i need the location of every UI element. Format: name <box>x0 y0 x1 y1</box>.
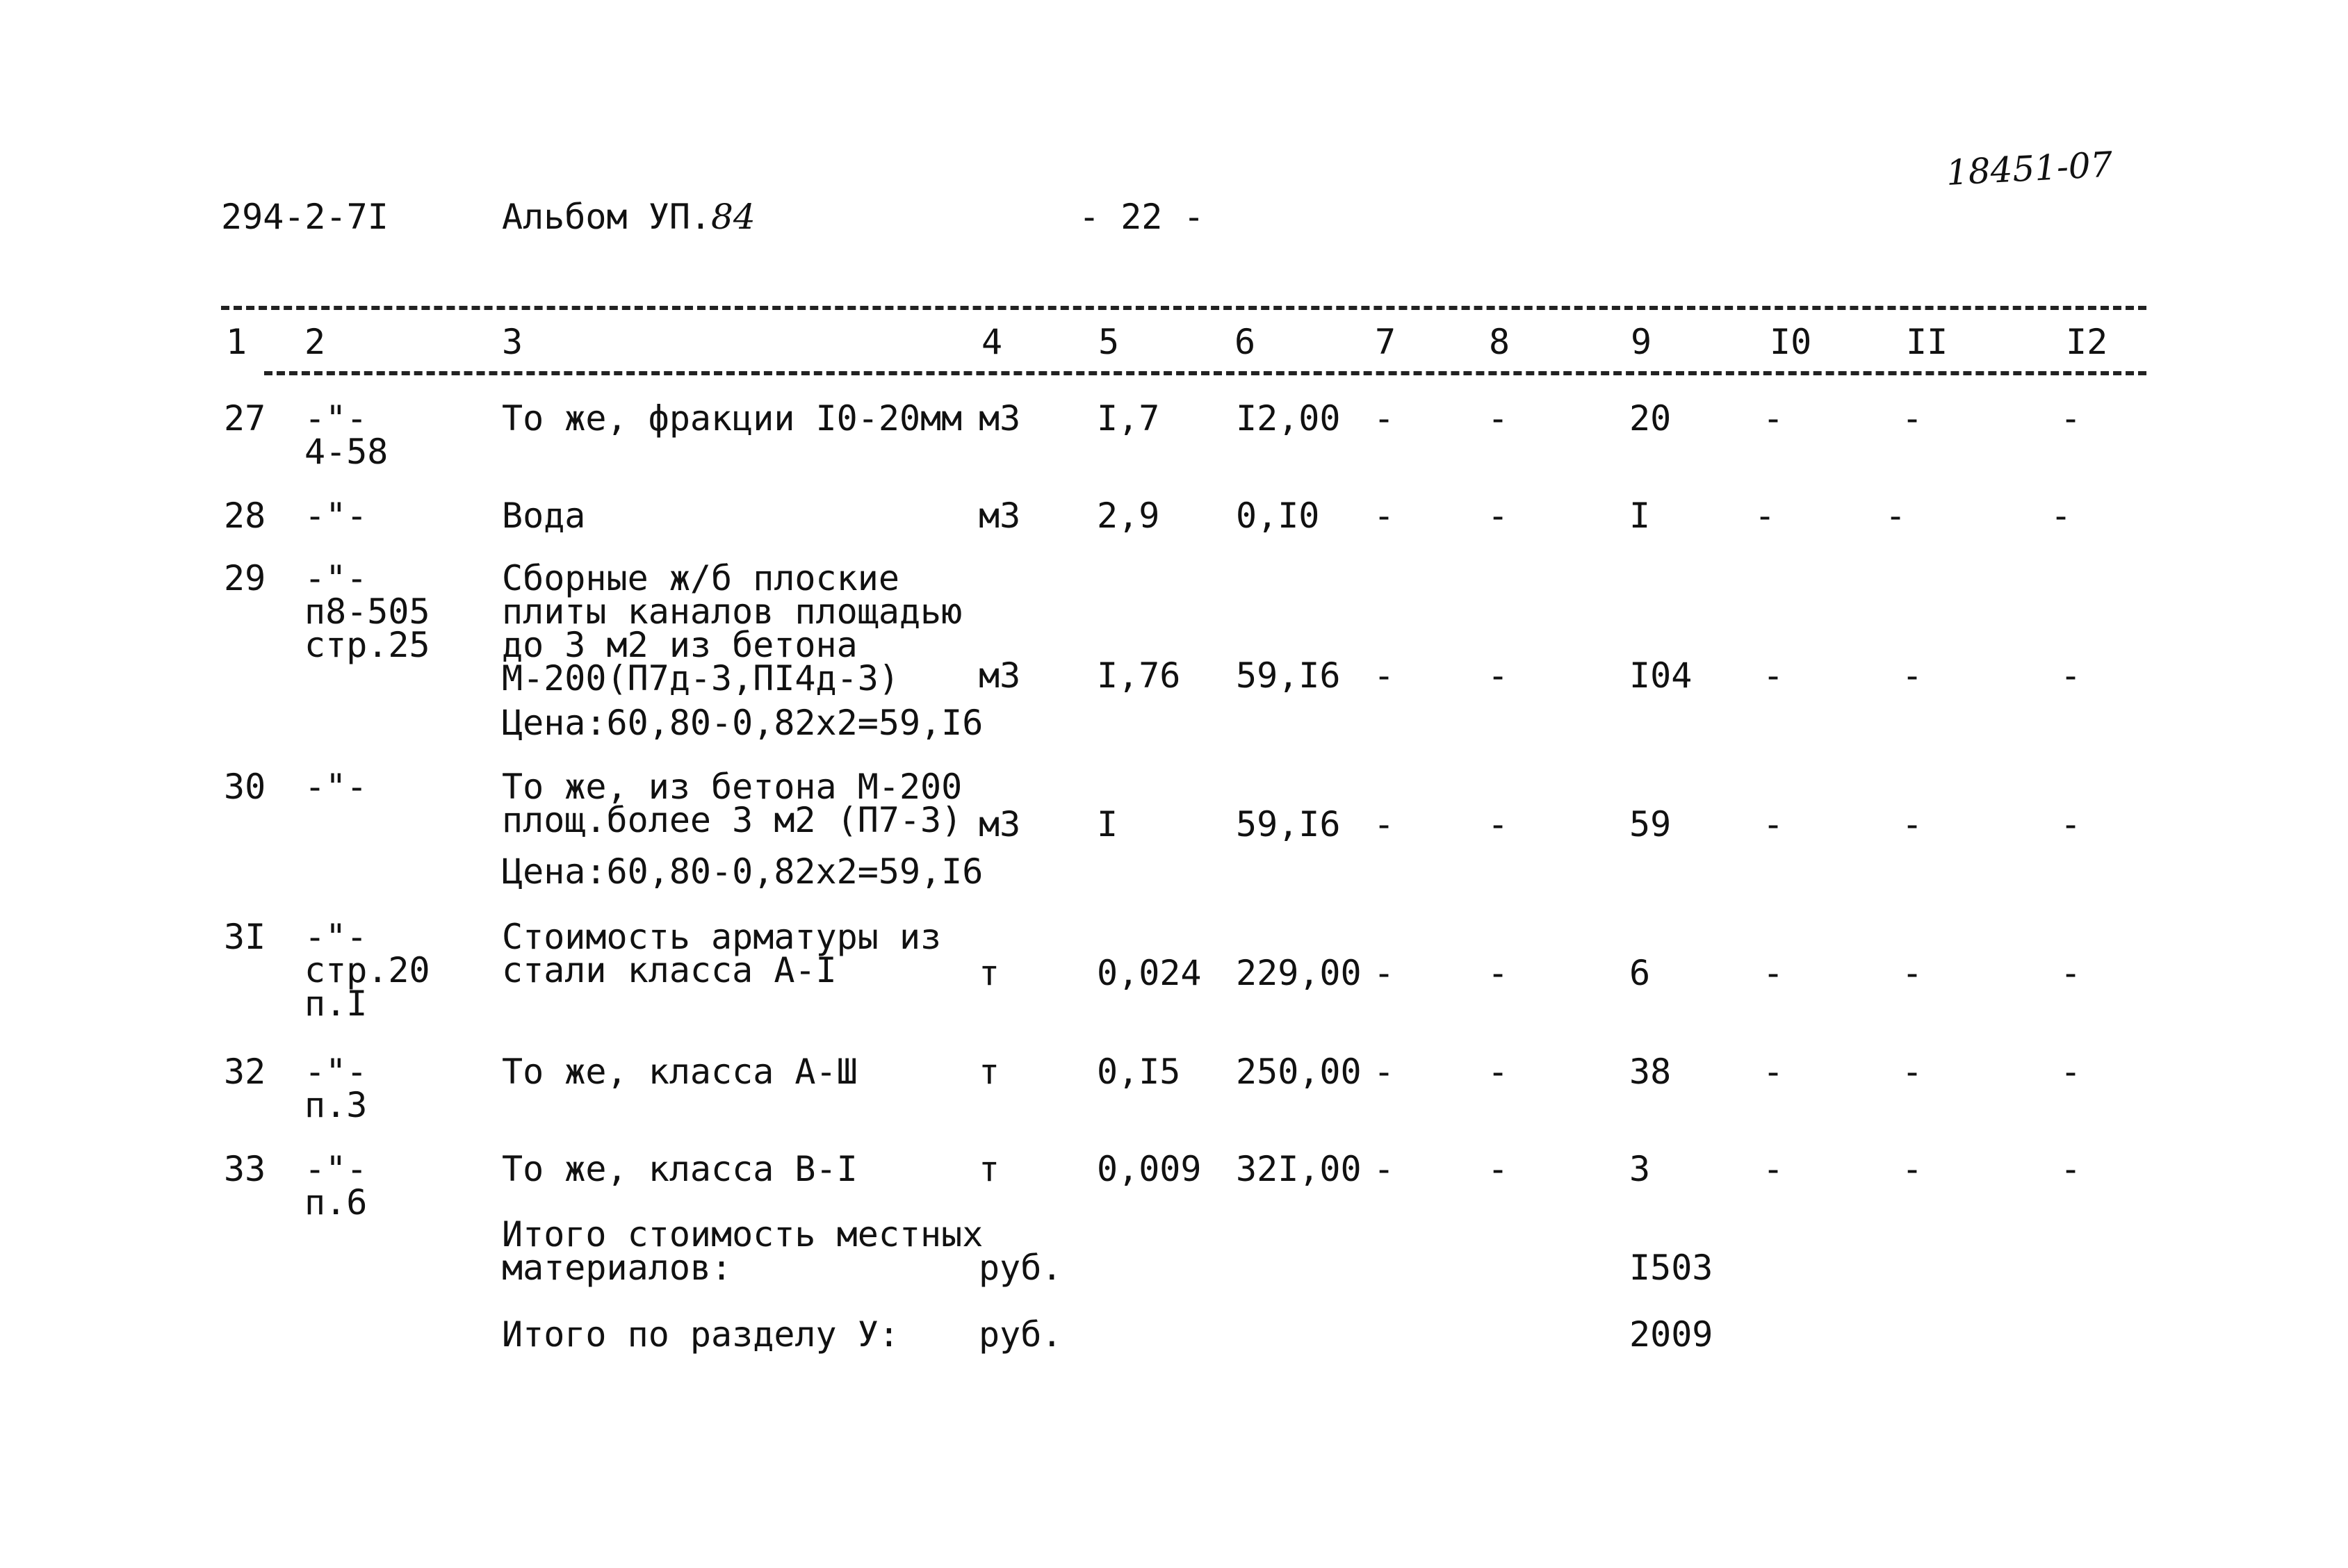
row-col8: - <box>1487 804 1509 844</box>
row-col10: - <box>1763 1052 1784 1092</box>
row-name: Стоимость арматуры из стали класса А-I <box>502 917 942 990</box>
row-number: 32 <box>224 1052 266 1092</box>
total-label: Итого стоимость местных материалов: <box>502 1214 984 1288</box>
row-name: То же, фракции I0-20мм <box>502 398 963 439</box>
row-name: То же, из бетона М-200 площ.более 3 м2 (П7-3) <box>502 767 963 840</box>
column-number: II <box>1906 322 1948 362</box>
row-col12: - <box>2060 953 2082 993</box>
column-number: 2 <box>304 322 326 362</box>
row-col11: - <box>1902 655 1923 696</box>
column-number: I2 <box>2066 322 2108 362</box>
row-quantity: 0,009 <box>1097 1149 1202 1189</box>
column-number: 8 <box>1489 322 1510 362</box>
row-reference: -"- <box>304 767 368 807</box>
row-name: Сборные ж/б плоские плиты каналов площадью до 3 м2 из бетона М-200(П7д-3,ПI4д-3) <box>502 558 963 699</box>
column-number: I0 <box>1770 322 1812 362</box>
column-number: 6 <box>1234 322 1256 362</box>
row-price-note: Цена:60,80-0,82х2=59,I6 <box>502 703 984 743</box>
row-cost: 6 <box>1629 953 1651 993</box>
row-number: 29 <box>224 558 266 598</box>
row-col11: - <box>1902 1149 1923 1189</box>
row-quantity: 0,024 <box>1097 953 1202 993</box>
row-col10: - <box>1763 655 1784 696</box>
row-col12: - <box>2060 1149 2082 1189</box>
total-unit: руб. <box>979 1314 1063 1355</box>
row-reference: -"- п.6 <box>304 1149 368 1223</box>
row-reference: -"- п8-505 стр.25 <box>304 558 430 665</box>
row-col11: - <box>1902 398 1923 439</box>
row-col11: - <box>1902 804 1923 844</box>
row-col12: - <box>2060 398 2082 439</box>
row-col7: - <box>1373 496 1395 536</box>
row-reference: -"- 4-58 <box>304 398 389 472</box>
row-col11: - <box>1902 1052 1923 1092</box>
row-col7: - <box>1373 1149 1395 1189</box>
row-col10: - <box>1763 804 1784 844</box>
row-price: 250,00 <box>1236 1052 1362 1092</box>
row-col8: - <box>1487 1149 1509 1189</box>
row-col10: - <box>1763 953 1784 993</box>
column-number: 3 <box>502 322 523 362</box>
row-name: Вода <box>502 496 586 536</box>
total-label: Итого по разделу У: <box>502 1314 899 1355</box>
row-name: То же, класса В-I <box>502 1149 858 1189</box>
row-quantity: I <box>1097 804 1118 844</box>
row-col11: - <box>1902 953 1923 993</box>
row-number: 30 <box>224 767 266 807</box>
row-cost: I04 <box>1629 655 1693 696</box>
album-number: 84 <box>711 197 756 237</box>
row-quantity: 0,I5 <box>1097 1052 1181 1092</box>
column-number: 9 <box>1631 322 1652 362</box>
row-unit: т <box>979 953 1000 993</box>
column-number: 4 <box>981 322 1003 362</box>
row-col8: - <box>1487 1052 1509 1092</box>
row-price: 59,I6 <box>1236 655 1341 696</box>
row-price: 0,I0 <box>1236 496 1320 536</box>
row-cost: I <box>1629 496 1651 536</box>
row-number: 33 <box>224 1149 266 1189</box>
row-price: I2,00 <box>1236 398 1341 439</box>
row-price: 229,00 <box>1236 953 1362 993</box>
row-col8: - <box>1487 655 1509 696</box>
row-col8: - <box>1487 496 1509 536</box>
row-unit: т <box>979 1052 1000 1092</box>
row-price: 59,I6 <box>1236 804 1341 844</box>
total-value: I503 <box>1629 1248 1713 1288</box>
row-col11: - <box>1885 496 1907 536</box>
row-cost: 3 <box>1629 1149 1651 1189</box>
row-name: То же, класса А-Ш <box>502 1052 858 1092</box>
row-col12: - <box>2060 804 2082 844</box>
page-number: - 22 - <box>1079 197 1205 237</box>
row-col10: - <box>1763 1149 1784 1189</box>
row-col7: - <box>1373 1052 1395 1092</box>
row-col7: - <box>1373 398 1395 439</box>
row-quantity: I,76 <box>1097 655 1181 696</box>
row-cost: 38 <box>1629 1052 1672 1092</box>
row-col7: - <box>1373 655 1395 696</box>
row-price-note: Цена:60,80-0,82х2=59,I6 <box>502 851 984 892</box>
header-dashed-rule <box>264 371 2146 375</box>
row-number: 3I <box>224 917 266 957</box>
total-unit: руб. <box>979 1248 1063 1288</box>
row-quantity: 2,9 <box>1097 496 1160 536</box>
top-dashed-rule <box>221 306 2146 310</box>
row-unit: м3 <box>979 496 1021 536</box>
row-unit: м3 <box>979 804 1021 844</box>
album-title: Альбом УП. <box>502 197 712 237</box>
row-col8: - <box>1487 398 1509 439</box>
row-price: 32I,00 <box>1236 1149 1362 1189</box>
row-col12: - <box>2060 655 2082 696</box>
row-quantity: I,7 <box>1097 398 1160 439</box>
row-number: 27 <box>224 398 266 439</box>
row-unit: м3 <box>979 655 1021 696</box>
row-number: 28 <box>224 496 266 536</box>
row-col12: - <box>2051 496 2072 536</box>
row-col7: - <box>1373 953 1395 993</box>
column-number: 1 <box>226 322 247 362</box>
row-col8: - <box>1487 953 1509 993</box>
row-col12: - <box>2060 1052 2082 1092</box>
column-number: 5 <box>1098 322 1120 362</box>
album-label <box>502 196 756 238</box>
row-col10: - <box>1754 496 1776 536</box>
handwritten-stamp: 18451-07 <box>1945 144 2114 193</box>
row-col10: - <box>1763 398 1784 439</box>
row-unit: м3 <box>979 398 1021 439</box>
row-reference: -"- <box>304 496 368 536</box>
row-reference: -"- п.3 <box>304 1052 368 1125</box>
row-unit: т <box>979 1149 1000 1189</box>
row-cost: 20 <box>1629 398 1672 439</box>
total-value: 2009 <box>1629 1314 1713 1355</box>
document-code: 294-2-7I <box>221 197 389 237</box>
row-col7: - <box>1373 804 1395 844</box>
row-reference: -"- стр.20 п.I <box>304 917 430 1024</box>
column-number: 7 <box>1375 322 1396 362</box>
row-cost: 59 <box>1629 804 1672 844</box>
